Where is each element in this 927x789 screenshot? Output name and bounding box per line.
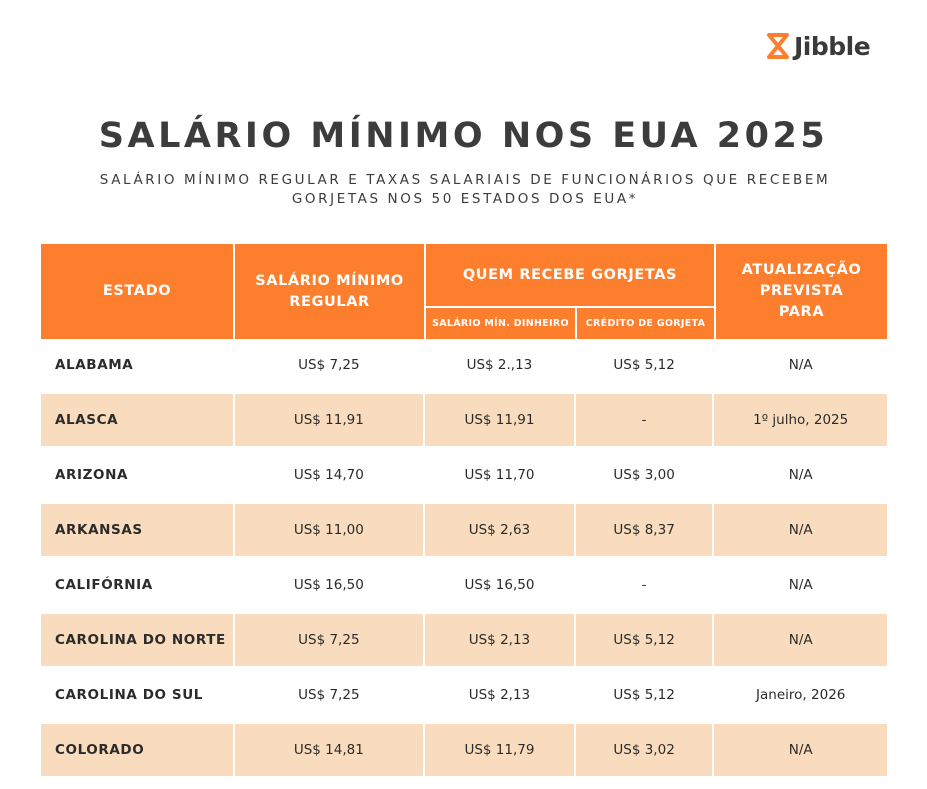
tip-credit-cell: US$ 8,37: [576, 504, 713, 556]
table-row: [41, 339, 887, 391]
regular-wage-cell: US$ 14,81: [235, 724, 424, 776]
header-regular-wage: SALÁRIO MÍNIMO REGULAR: [235, 244, 424, 339]
update-date-cell: N/A: [788, 577, 813, 593]
header-state: ESTADO: [41, 244, 233, 339]
tip-credit-cell: US$ 3,00: [613, 467, 675, 483]
state-cell: CAROLINA DO SUL: [55, 687, 203, 703]
state-cell: ARIZONA: [55, 467, 129, 483]
update-date-cell: N/A: [788, 357, 813, 373]
table-row: [41, 394, 887, 446]
jibble-hourglass-icon: [767, 33, 789, 59]
page-title: SALÁRIO MÍNIMO NOS EUA 2025: [98, 116, 829, 156]
header-tipped-cash-wage: SALÁRIO MÍN. DINHEIRO: [426, 308, 575, 339]
table-row: [41, 614, 887, 666]
state-cell: ALABAMA: [55, 357, 134, 373]
update-date-cell: N/A: [714, 724, 887, 776]
table-row: [41, 449, 887, 501]
tipped-cash-cell: US$ 2,13: [425, 614, 574, 666]
tipped-cash-cell: US$ 2.,13: [466, 357, 533, 373]
tipped-cash-cell: US$ 11,91: [425, 394, 574, 446]
update-date-cell: 1º julho, 2025: [714, 394, 887, 446]
tipped-cash-cell: US$ 16,50: [464, 577, 535, 593]
state-cell: CAROLINA DO NORTE: [41, 614, 233, 666]
regular-wage-cell: US$ 7,25: [235, 614, 424, 666]
tip-credit-cell: -: [641, 577, 647, 593]
table-header: [41, 244, 887, 339]
header-expected-update: ATUALIZAÇÃO PREVISTA PARA: [716, 244, 887, 339]
wage-table: [41, 244, 887, 776]
tip-credit-cell: US$ 5,12: [613, 687, 675, 703]
jibble-logo[interactable]: [767, 33, 870, 59]
header-tip-credit: CRÉDITO DE GORJETA: [577, 308, 714, 339]
table-row: [41, 724, 887, 776]
brand-name: Jibble: [794, 31, 871, 61]
state-cell: ALASCA: [41, 394, 233, 446]
regular-wage-cell: US$ 14,70: [293, 467, 364, 483]
tip-credit-cell: US$ 3,02: [576, 724, 713, 776]
tipped-cash-cell: US$ 11,70: [464, 467, 535, 483]
regular-wage-cell: US$ 7,25: [298, 357, 360, 373]
regular-wage-cell: US$ 16,50: [293, 577, 364, 593]
table-row: [41, 559, 887, 611]
regular-wage-cell: US$ 11,00: [235, 504, 424, 556]
tipped-cash-cell: US$ 11,79: [425, 724, 574, 776]
table-row: [41, 504, 887, 556]
state-cell: ARKANSAS: [41, 504, 233, 556]
tip-credit-cell: -: [576, 394, 713, 446]
tip-credit-cell: US$ 5,12: [613, 357, 675, 373]
table-row: [41, 669, 887, 721]
tip-credit-cell: US$ 5,12: [576, 614, 713, 666]
tipped-cash-cell: US$ 2,13: [468, 687, 531, 703]
state-cell: COLORADO: [41, 724, 233, 776]
table-body: [41, 339, 887, 776]
update-date-cell: N/A: [714, 504, 887, 556]
update-date-cell: N/A: [788, 467, 813, 483]
page-subtitle: SALÁRIO MÍNIMO REGULAR E TAXAS SALARIAIS DE FUNCIONÁRIOS QUE RECEBEM GORJETAS NOS 50 ESTADOS DOS EUA*: [99, 172, 831, 207]
update-date-cell: N/A: [714, 614, 887, 666]
regular-wage-cell: US$ 7,25: [298, 687, 360, 703]
state-cell: CALIFÓRNIA: [55, 577, 153, 593]
regular-wage-cell: US$ 11,91: [235, 394, 424, 446]
update-date-cell: Janeiro, 2026: [756, 687, 846, 703]
header-tipped-group: QUEM RECEBE GORJETAS: [426, 244, 714, 306]
tipped-cash-cell: US$ 2,63: [425, 504, 574, 556]
